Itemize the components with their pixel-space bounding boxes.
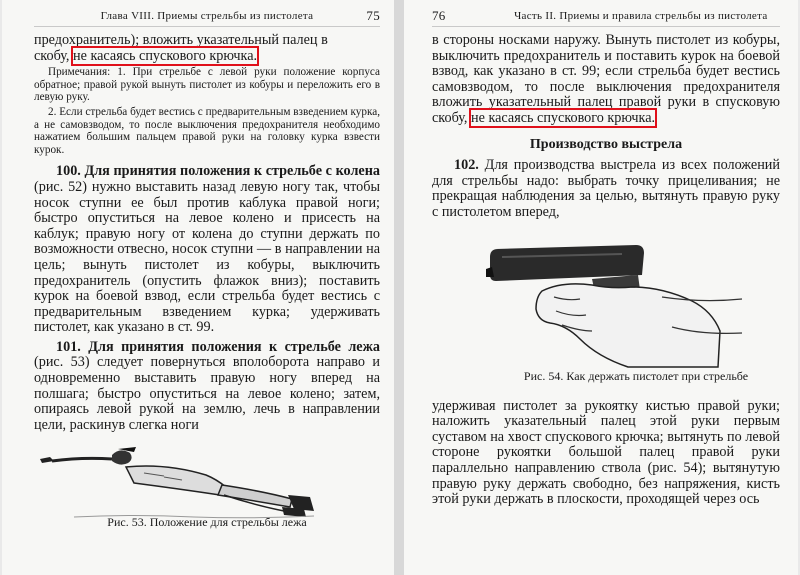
hand-pistol-illustration <box>432 227 772 369</box>
paragraph-100 <box>34 164 380 336</box>
left-page-number: 75 <box>366 8 380 23</box>
left-line1: предохранитель); вложить указательный палец в <box>34 32 328 48</box>
left-line2-pre: скобу, <box>34 47 70 64</box>
note-2: 2. Если стрельба будет вестись с предварительным взведением курка, а не самовзводом, то после выключения предохранителя необходимо нажатием большим пальцем правой руки на головку курка взвести курок. <box>34 105 380 156</box>
left-header-title: Глава VIII. Приемы стрельбы из пистолета <box>100 10 314 22</box>
left-page <box>2 0 394 575</box>
left-running-header <box>34 0 380 27</box>
figure-54 <box>432 227 780 369</box>
paragraph-101 <box>34 340 380 434</box>
note-1-text: 1. При стрельбе с левой руки положение корпуса обратное; правой рукой вынуть пистолет из кобуры и переложить его в левую руку. <box>34 66 380 104</box>
right-running-header <box>432 0 780 27</box>
section-heading: Производство выстрела <box>529 136 683 152</box>
right-page-number: 76 <box>432 8 446 23</box>
notes-label: Примечания: <box>48 66 111 79</box>
highlighted-phrase-left: не касаясь спускового крючка. <box>73 47 258 64</box>
right-paragraph-1 <box>432 33 780 127</box>
paragraph-100-heading: 100. Для принятия положения к стрельбе с колена <box>56 163 380 180</box>
paragraph-101-text: (рис. 53) следует повернуться вполоборота направо и одновременно выставить правую ногу вперед на полшага; быстро опуститься на левое колено; затем, опираясь левой рукой на землю, лечь в направлении цели, раскинув слегка ноги <box>34 354 380 433</box>
figure-53 <box>34 437 380 519</box>
highlighted-phrase-right: не касаясь спускового крючка. <box>471 109 656 126</box>
right-page <box>404 0 798 575</box>
figure-53-caption: Рис. 53. Положение для стрельбы лежа <box>107 515 307 530</box>
figure-54-caption: Рис. 54. Как держать пистолет при стрельбе <box>523 368 749 383</box>
right-header-title: Часть II. Приемы и правила стрельбы из пистолета <box>514 10 768 22</box>
paragraph-101-heading: 101. Для принятия положения к стрельбе лежа <box>56 338 380 355</box>
paragraph-102 <box>432 158 780 220</box>
paragraph-102-text: Для производства выстрела из всех положений для стрельбы надо: выбрать точку прицеливания; не прекращая наблюдения за целью, вытянуть правую руку с пистолетом вперед, <box>432 157 780 220</box>
left-line2 <box>34 49 380 65</box>
prone-shooter-illustration <box>34 437 334 519</box>
paragraph-102-number: 102. <box>454 157 479 174</box>
paragraph-100-text: (рис. 52) нужно выставить назад левую ногу так, чтобы носок ступни ее был против каблука правой ноги; быстро опуститься на левое колено и присесть на каблук; правую ногу от колена до ступни держать по возможности отвесно, носок ступни — в направлении на цель; вынуть пистолет из кобуры, выключить предохранитель (опустить флажок вниз); поставить курок на боевой взвод, если стрельба будет вестись с предварительным взведением курка; удерживать пистолет, как указано в ст. 99. <box>34 178 380 336</box>
right-paragraph-1-text: в стороны носками наружу. Вынуть пистолет из кобуры, выключить предохранитель и поставить курок на боевой взвод, как указано в ст. 99; если стрельба будет вестись самовзводом, то после выключения предохранителя вложить указательный палец правой руки в спусковую скобу, <box>432 32 780 126</box>
book-gutter <box>394 0 404 575</box>
right-paragraph-after: удерживая пистолет за рукоятку кистью правой руки; наложить указательный палец этой руки первым суставом на хвост спускового крючка; вытянуть по левой стороне рукоятки большой палец правой руки параллельно направлению ствола (рис. 54); вытянутую правую руку держать свободно, без напряжения, кисть этой руки держать в плоскости, проходящей через ось <box>432 397 780 508</box>
note-1 <box>34 66 380 104</box>
